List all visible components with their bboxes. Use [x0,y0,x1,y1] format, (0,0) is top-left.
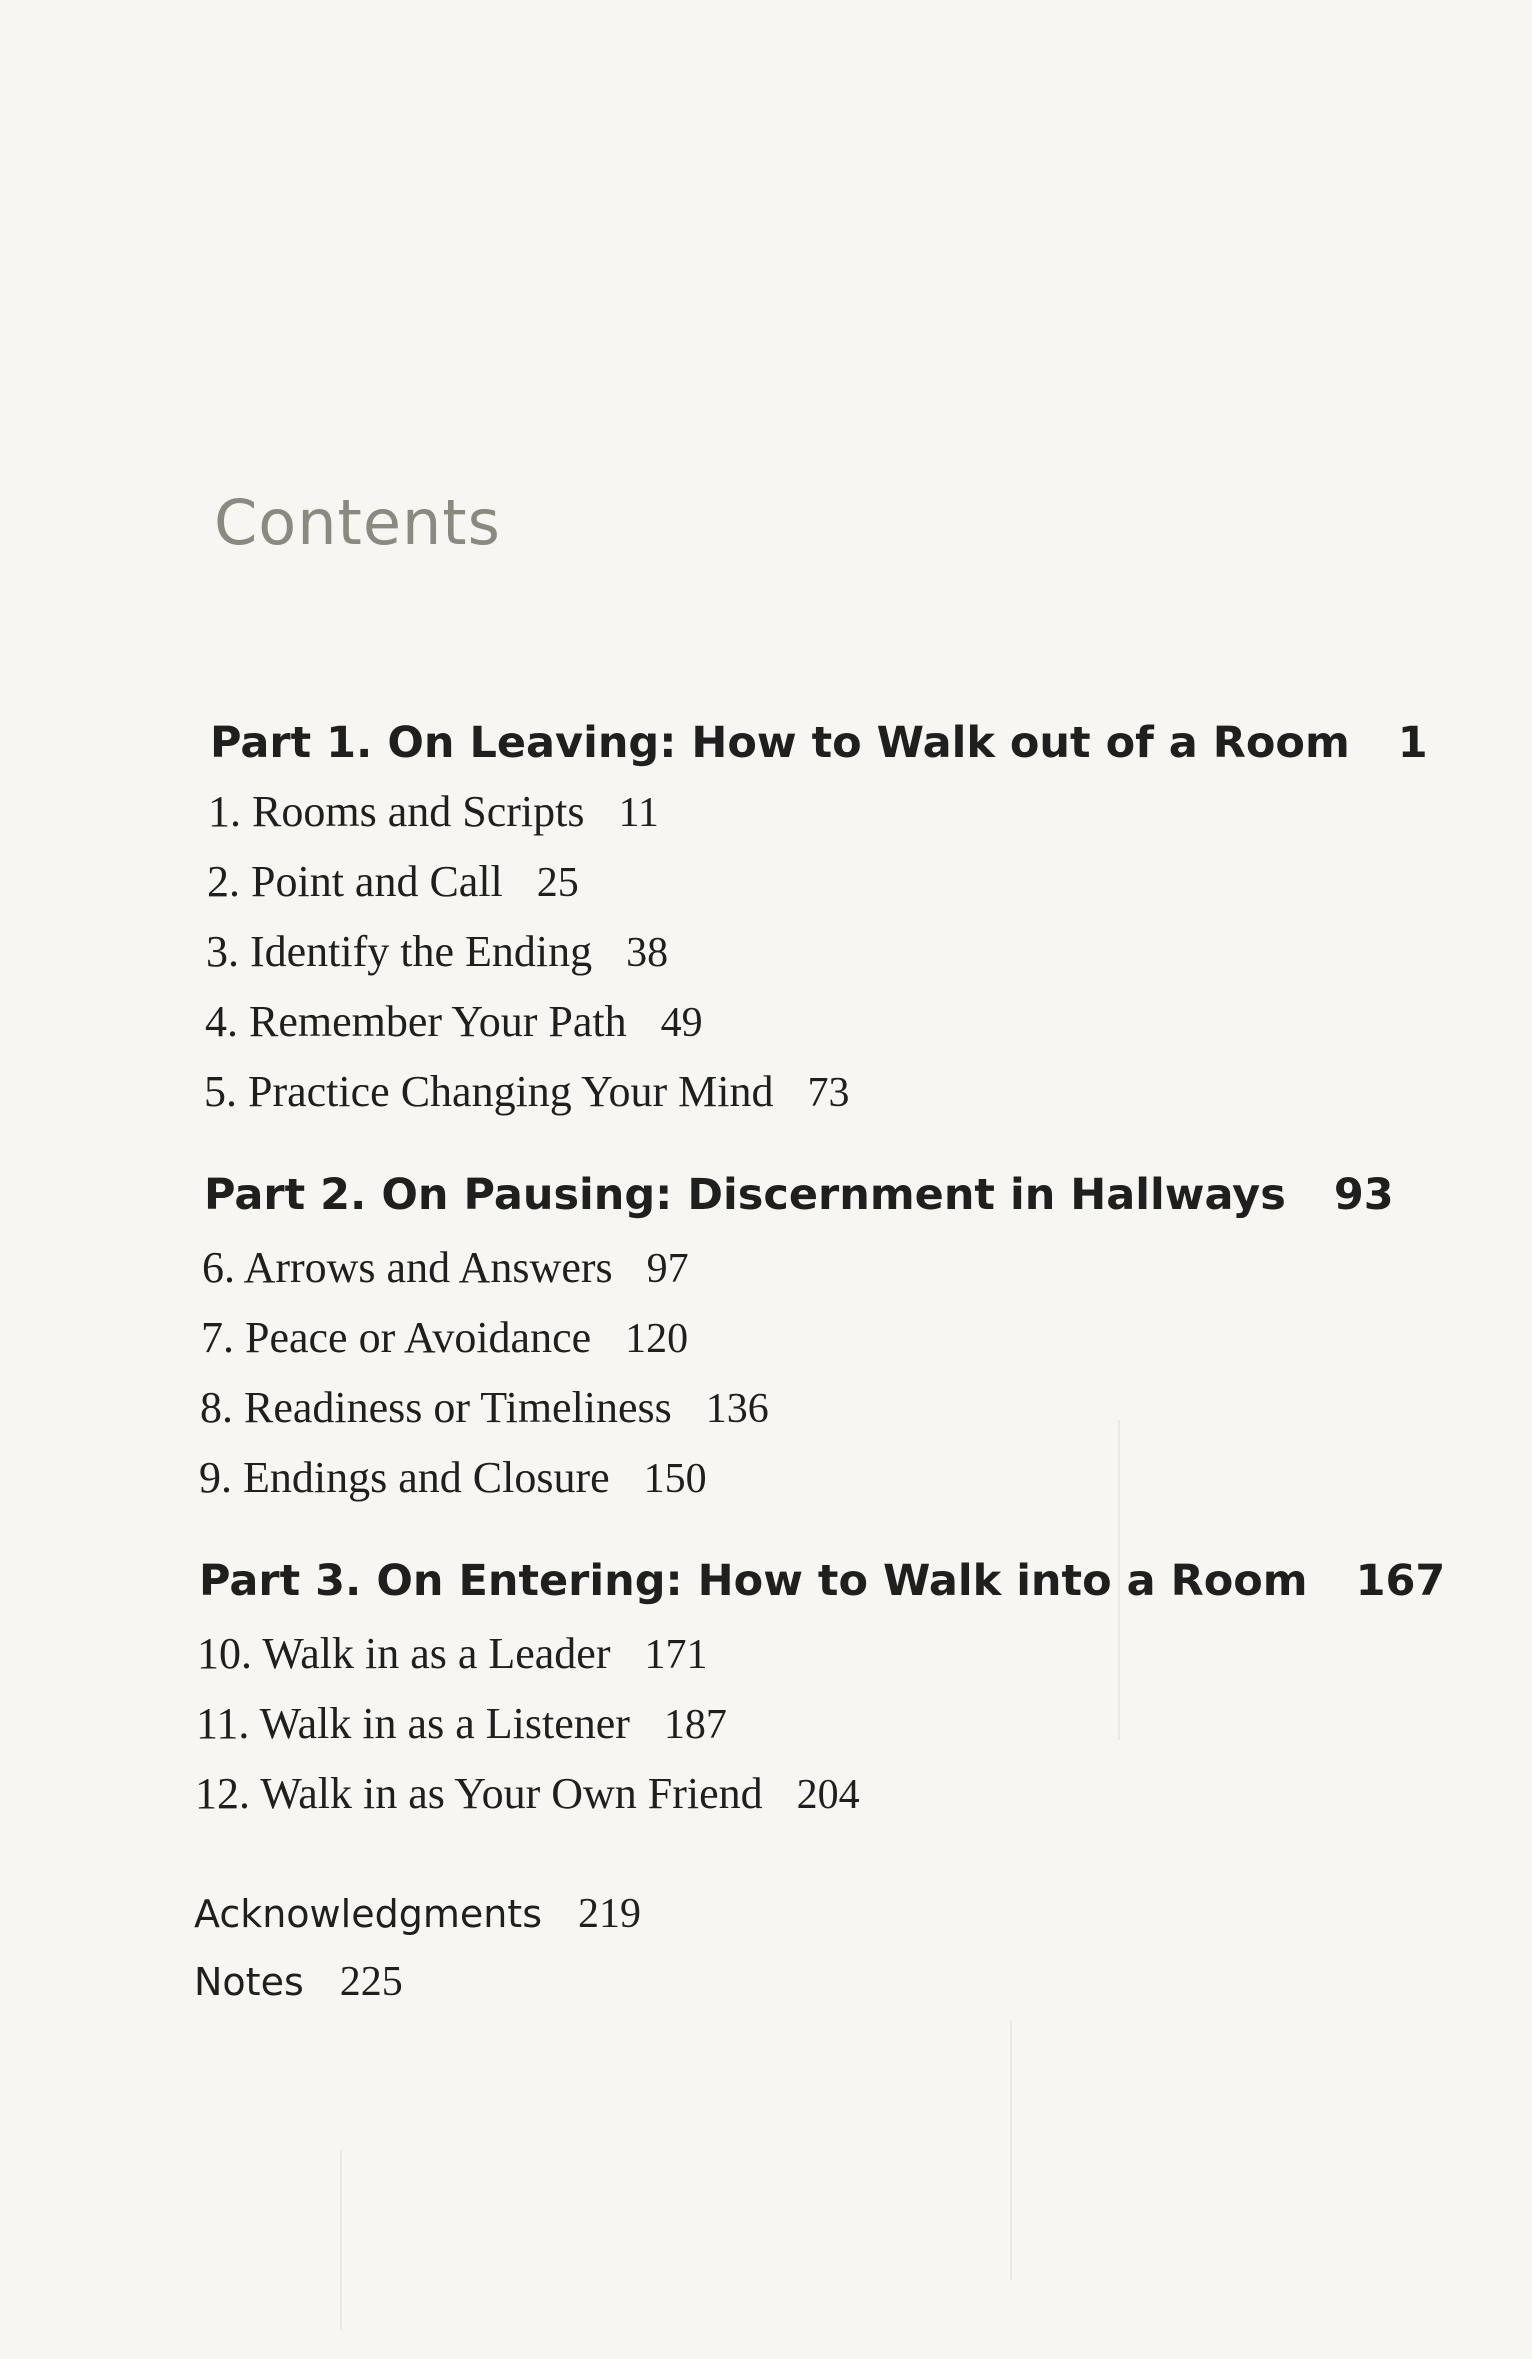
back-matter-title: Acknowledgments [194,1892,542,1936]
toc-notes[interactable] [194,1958,403,2006]
chapter-title: 4. Remember Your Path [205,997,627,1046]
toc-chapter-6[interactable] [202,1242,689,1293]
contents-heading: Contents [214,486,501,559]
toc-chapter-11[interactable] [196,1698,727,1749]
toc-chapter-8[interactable] [200,1382,769,1433]
chapter-page-number: 49 [660,1000,703,1046]
chapter-title: 7. Peace or Avoidance [201,1313,592,1362]
toc-chapter-4[interactable] [205,996,703,1047]
toc-chapter-2[interactable] [207,856,579,907]
chapter-page-number: 204 [796,1772,860,1818]
chapter-title: 5. Practice Changing Your Mind [204,1067,774,1116]
part-page-number: 167 [1355,1556,1446,1606]
chapter-title: 11. Walk in as a Listener [196,1699,630,1748]
chapter-title: 6. Arrows and Answers [202,1243,613,1292]
chapter-title: 2. Point and Call [207,857,503,906]
chapter-title: 8. Readiness or Timeliness [200,1383,672,1432]
chapter-page-number: 73 [807,1070,850,1116]
toc-chapter-3[interactable] [206,926,668,977]
scan-mark [340,2150,342,2330]
chapter-title: 10. Walk in as a Leader [197,1629,611,1678]
chapter-page-number: 11 [618,790,659,836]
chapter-page-number: 187 [663,1702,727,1748]
chapter-page-number: 171 [644,1632,708,1678]
toc-part-1[interactable] [210,718,1428,768]
chapter-title: 12. Walk in as Your Own Friend [195,1769,763,1818]
part-title: Part 3. On Entering: How to Walk into a Room [199,1556,1308,1606]
chapter-page-number: 38 [626,930,669,976]
part-title: Part 1. On Leaving: How to Walk out of a Room [210,718,1350,768]
chapter-title: 9. Endings and Closure [199,1453,610,1502]
back-matter-page-number: 219 [578,1891,641,1937]
toc-chapter-9[interactable] [199,1452,707,1503]
chapter-page-number: 97 [646,1246,689,1292]
back-matter-page-number: 225 [339,1959,403,2005]
back-matter-title: Notes [194,1960,304,2004]
part-page-number: 93 [1333,1170,1394,1220]
toc-chapter-10[interactable] [197,1628,708,1679]
chapter-title: 1. Rooms and Scripts [208,787,585,836]
toc-acknowledgments[interactable] [194,1890,641,1938]
chapter-page-number: 25 [536,860,579,906]
toc-chapter-1[interactable] [208,786,659,837]
chapter-title: 3. Identify the Ending [206,927,593,976]
toc-chapter-7[interactable] [201,1312,688,1363]
scan-mark [1010,2020,1012,2280]
chapter-page-number: 120 [625,1316,689,1362]
part-title: Part 2. On Pausing: Discernment in Hallways [204,1170,1286,1220]
toc-chapter-12[interactable] [195,1768,860,1819]
toc-chapter-5[interactable] [204,1066,850,1117]
part-page-number: 1 [1397,718,1428,768]
toc-part-3[interactable] [199,1556,1445,1606]
toc-part-2[interactable] [204,1170,1394,1220]
chapter-page-number: 136 [705,1386,769,1432]
chapter-page-number: 150 [643,1456,707,1502]
